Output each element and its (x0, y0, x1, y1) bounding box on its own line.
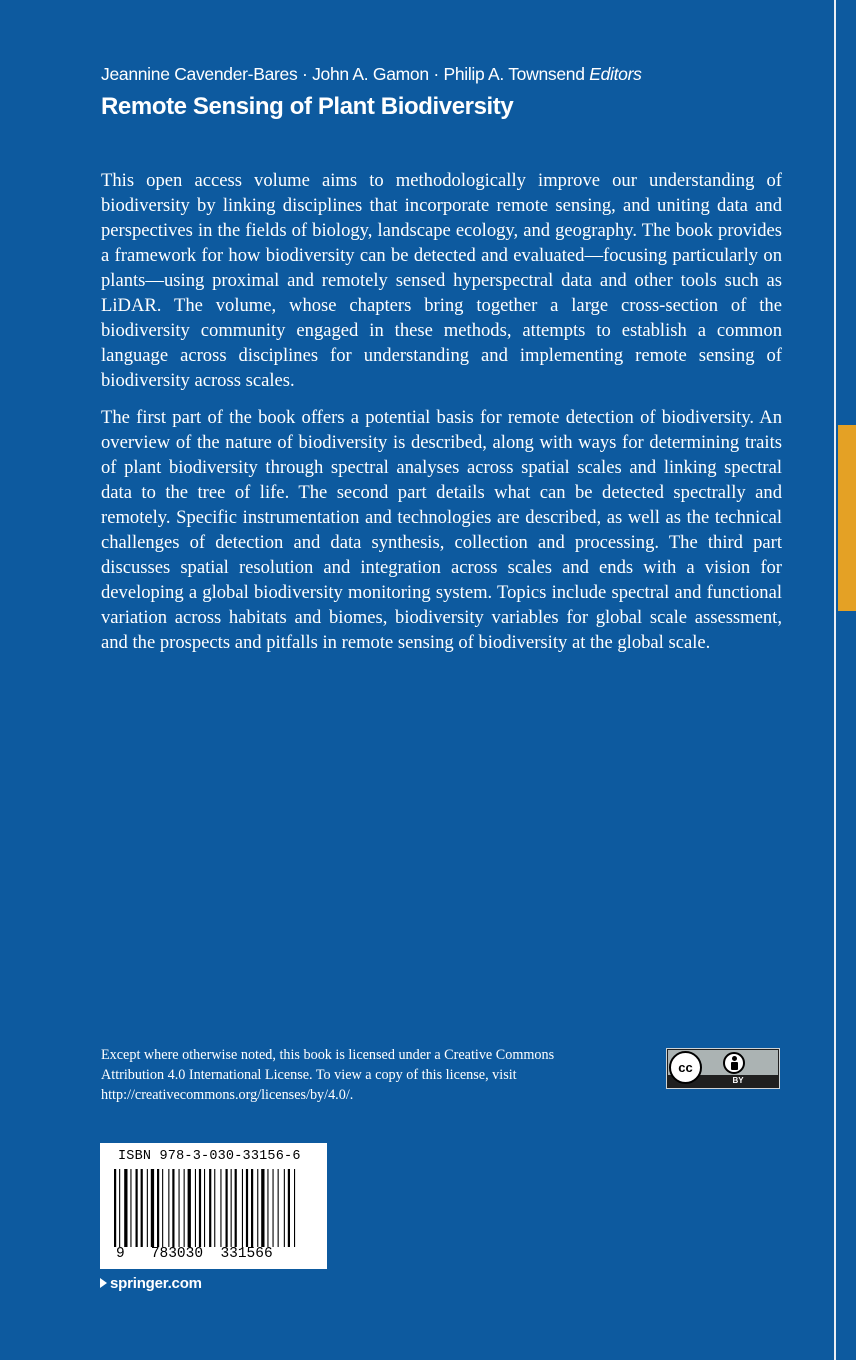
isbn-barcode-box (100, 1143, 327, 1269)
barcode-bar (251, 1169, 253, 1247)
barcode-bar (294, 1169, 295, 1247)
barcode-bar (226, 1169, 228, 1247)
barcode-bar (273, 1169, 274, 1247)
barcode-bar (242, 1169, 243, 1247)
barcode-bar (184, 1169, 185, 1247)
barcode-bar (261, 1169, 264, 1247)
barcode-bar (235, 1169, 237, 1247)
editors-line (101, 64, 642, 85)
barcode-bar (214, 1169, 215, 1247)
barcode-bar (288, 1169, 290, 1247)
barcode-digit-lead: 9 (116, 1246, 125, 1262)
spine-accent-stripe (838, 425, 856, 611)
barcode-bar (231, 1169, 232, 1247)
publisher-website: springer.com (110, 1275, 202, 1292)
badge-by-label: BY (732, 1076, 744, 1085)
book-title: Remote Sensing of Plant Biodiversity (101, 93, 514, 120)
barcode-bar (114, 1169, 116, 1247)
spine (836, 0, 856, 1360)
barcode-bar (130, 1169, 131, 1247)
barcode-bar (151, 1169, 154, 1247)
barcode-bar (188, 1169, 191, 1247)
barcode-bar (162, 1169, 163, 1247)
creative-commons-icon: cc (669, 1051, 702, 1084)
description-paragraph-2: The first part of the book offers a potential basis for remote detection of biodiversity. An overview of the nature of biodiversity is described, along with ways for determining traits of plant biodiversity through spectral analyses across spatial scales and linking spectral data to the tree of life. The second part details what can be detected spectrally and remotely. Specific instrumentation and technologies are described, as well as the technical challenges of detection and data synthesis, collection and processing. The third part discusses spatial resolution and integration across scales and ends with a vision for developing a global biodiversity monitoring system. Topics include spectral and functional variation across habitats and biomes, biodiversity variables for global scale assessment, and the prospects and pitfalls in remote sensing of biodiversity at the global scale. (101, 407, 782, 653)
barcode-digits-right: 331566 (220, 1246, 273, 1262)
barcode-bar (204, 1169, 205, 1247)
book-description (101, 168, 782, 667)
barcode-bar (168, 1169, 169, 1247)
barcode-bar (220, 1169, 221, 1247)
editors-names: Jeannine Cavender-Bares · John A. Gamon · Philip A. Townsend (101, 64, 585, 84)
barcode-bar (195, 1169, 196, 1247)
barcode-digits (116, 1246, 273, 1262)
barcode-bar (119, 1169, 120, 1247)
barcode-bar (179, 1169, 180, 1247)
barcode-bar (257, 1169, 258, 1247)
barcode-bar (157, 1169, 159, 1247)
barcode-bar (136, 1169, 138, 1247)
barcode-bar (267, 1169, 268, 1247)
barcode-bar (147, 1169, 148, 1247)
arrow-right-icon (100, 1278, 107, 1288)
license-notice: Except where otherwise noted, this book is licensed under a Creative Commons Attribution 4.0 International License. To view a copy of this license, visit http://creativecommons.org/licenses/by/4.0/. (101, 1047, 555, 1103)
barcode-bar (199, 1169, 201, 1247)
publisher-link[interactable] (100, 1275, 202, 1292)
barcode-bars (112, 1169, 318, 1247)
barcode-bar (278, 1169, 279, 1247)
attribution-person-icon (723, 1052, 745, 1074)
isbn-label: ISBN 978-3-030-33156-6 (118, 1149, 301, 1164)
barcode-bar (246, 1169, 248, 1247)
barcode-digits-left: 783030 (150, 1246, 204, 1262)
editors-role: Editors (589, 64, 642, 84)
barcode-bar (209, 1169, 211, 1247)
cc-by-license-badge (666, 1048, 780, 1089)
barcode-bar (124, 1169, 127, 1247)
barcode-bar (172, 1169, 174, 1247)
barcode-bar (284, 1169, 285, 1247)
description-paragraph-1: This open access volume aims to methodologically improve our understanding of biodiversity by linking disciplines that incorporate remote sensing, and uniting data and perspectives in the fields of biology, landscape ecology, and geography. The book provides a framework for how biodiversity can be detected and evaluated—focusing particularly on plants—using proximal and remotely sensed hyperspectral data and other tools such as LiDAR. The volume, whose chapters bring together a large cross-section of the biodiversity community engaged in these methods, attempts to establish a common language across disciplines for understanding and implementing remote sensing of biodiversity across scales. (101, 170, 782, 391)
barcode-bar (141, 1169, 143, 1247)
